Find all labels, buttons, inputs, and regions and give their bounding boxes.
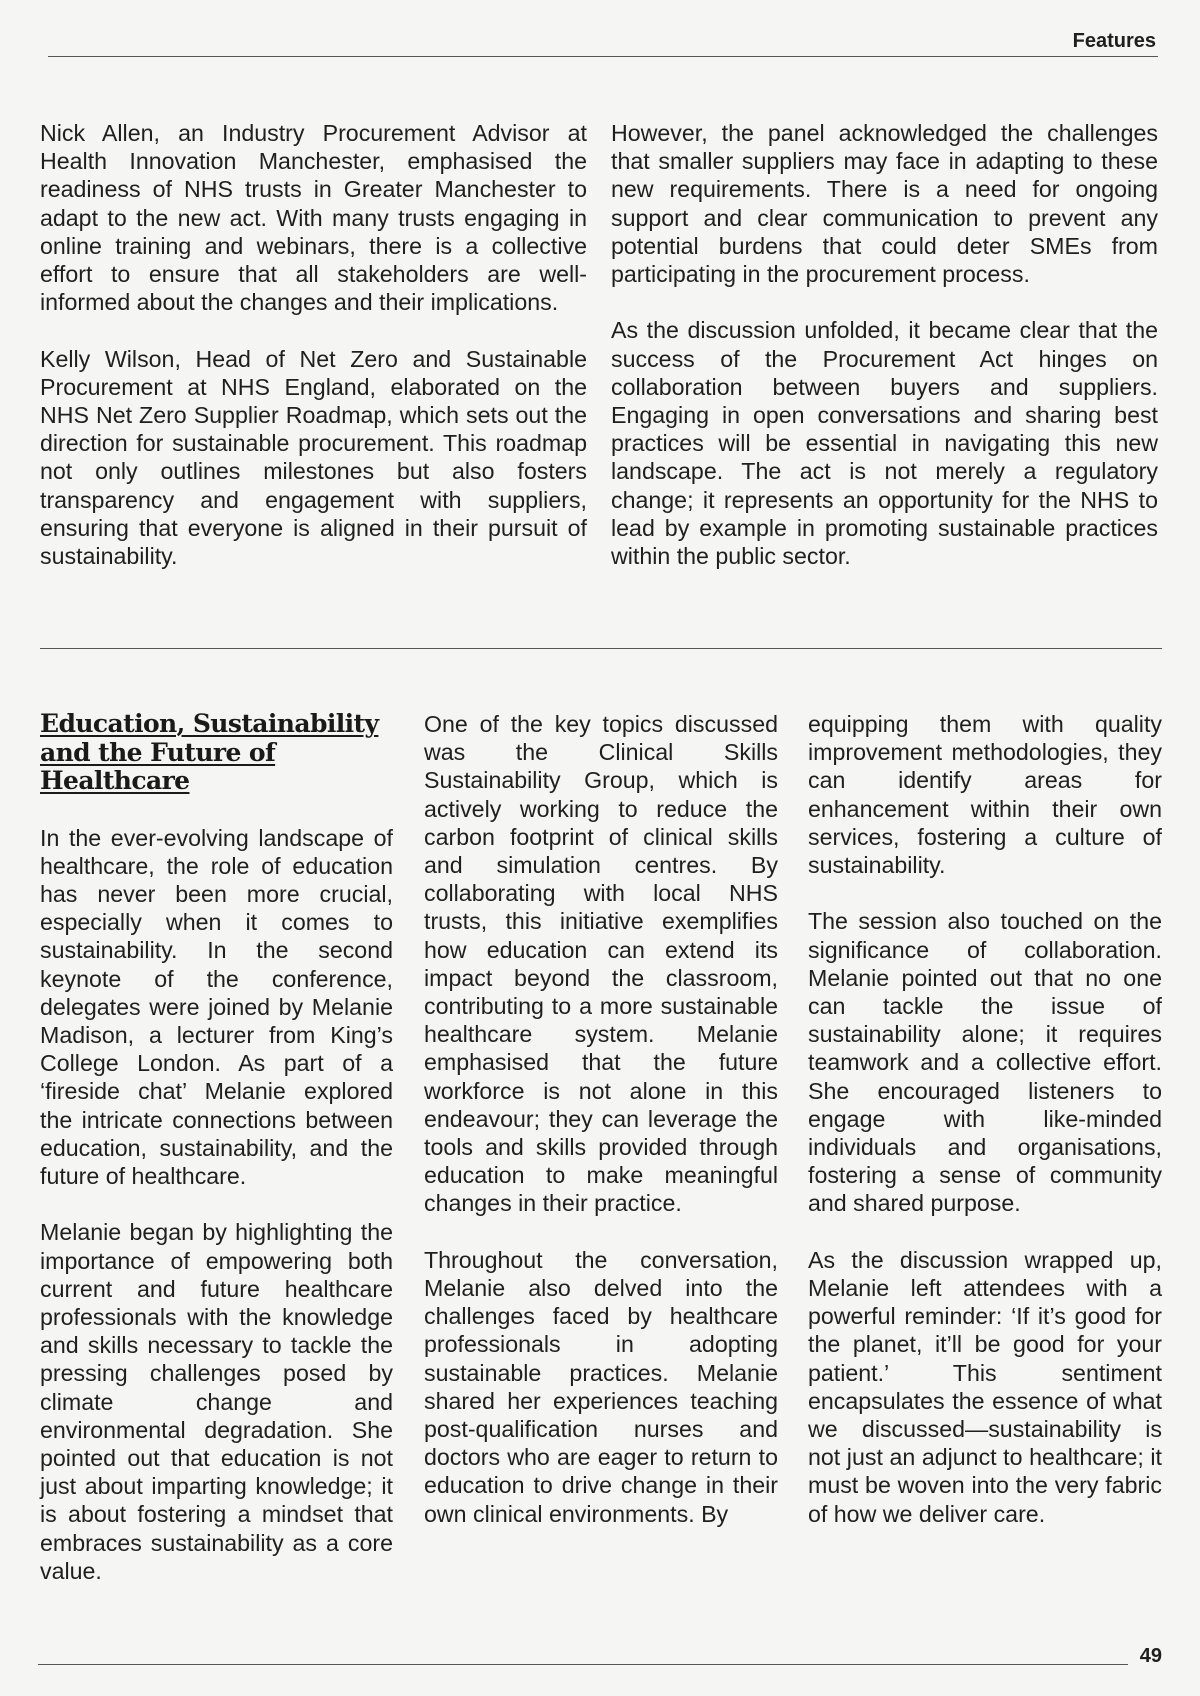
paragraph: In the ever-evolving landscape of healthcare, the role of education has never been more crucial, especially when it comes to sustainability. In the second keynote of the conference, delegates were joined by Melanie Madison, a lecturer from King’s College London. As part of a ‘fireside chat’ Melanie explored the intricate connections between education, sustainability, and the future of healthcare. bbox=[40, 824, 393, 1189]
top-right-column bbox=[611, 119, 1158, 570]
paragraph: The session also touched on the significance of collaboration. Melanie pointed out that no one can tackle the issue of sustainability alone; it requires teamwork and a collective effort. She encouraged listeners to engage with like-minded individuals and organisations, fostering a sense of community and shared purpose. bbox=[808, 908, 1162, 1217]
top-left-column bbox=[40, 119, 587, 570]
paragraph: equipping them with quality improvement methodologies, they can identify areas for enhancement within their own services, fostering a culture of sustainability. bbox=[808, 711, 1162, 879]
section-divider bbox=[40, 648, 1162, 649]
article-title: Education, Sustainability and the Future of Healthcare bbox=[40, 709, 379, 795]
article-column-1 bbox=[40, 710, 393, 1585]
paragraph: As the discussion unfolded, it became clear that the success of the Procurement Act hinges on collaboration between buyers and suppliers. Engaging in open conversations and sharing best practices will be essential in navigating this new landscape. The act is not merely a regulatory change; it represents an opportunity for the NHS to lead by example in promoting sustainable practices within the public sector. bbox=[611, 317, 1158, 570]
running-head-section-label: Features bbox=[1072, 30, 1156, 52]
article-column-3 bbox=[808, 710, 1162, 1528]
paragraph: One of the key topics discussed was the Clinical Skills Sustainability Group, which is actively working to reduce the carbon footprint of clinical skills and simulation centres. By collaborating with local NHS trusts, this initiative exemplifies how education can extend its impact beyond the classroom, contributing to a more sustainable healthcare system. Melanie emphasised that the future workforce is not alone in this endeavour; they can leverage the tools and skills provided through education to make meaningful changes in their practice. bbox=[424, 711, 778, 1217]
header-divider bbox=[48, 56, 1158, 57]
paragraph: However, the panel acknowledged the challenges that smaller suppliers may face in adapting to these new requirements. There is a need for ongoing support and clear communication to prevent any potential burdens that could deter SMEs from participating in the procurement process. bbox=[611, 120, 1158, 288]
article-column-2 bbox=[424, 710, 778, 1528]
footer-divider bbox=[38, 1664, 1128, 1665]
paragraph: Nick Allen, an Industry Procurement Advisor at Health Innovation Manchester, emphasised the readiness of NHS trusts in Greater Manchester to adapt to the new act. With many trusts engaging in online training and webinars, there is a collective effort to ensure that all stakeholders are well-informed about the changes and their implications. bbox=[40, 120, 587, 316]
paragraph: Kelly Wilson, Head of Net Zero and Sustainable Procurement at NHS England, elaborated on the NHS Net Zero Supplier Roadmap, which sets out the direction for sustainable procurement. This roadmap not only outlines milestones but also fosters transparency and engagement with suppliers, ensuring that everyone is aligned in their pursuit of sustainability. bbox=[40, 345, 587, 570]
paragraph: As the discussion wrapped up, Melanie left attendees with a powerful reminder: ‘If it’s good for the planet, it’ll be good for your patient.’ This sentiment encapsulates the essence of what we discussed—sustainability is not just an adjunct to healthcare; it must be woven into the very fabric of how we deliver care. bbox=[808, 1246, 1162, 1527]
page-number: 49 bbox=[1139, 1645, 1162, 1667]
paragraph: Throughout the conversation, Melanie also delved into the challenges faced by healthcare professionals in adopting sustainable practices. Melanie shared her experiences teaching post-qualification nurses and doctors who are eager to return to education to drive change in their own clinical environments. By bbox=[424, 1246, 778, 1527]
paragraph: Melanie began by highlighting the importance of empowering both current and future healthcare professionals with the knowledge and skills necessary to tackle the pressing challenges posed by climate change and environmental degradation. She pointed out that education is not just about imparting knowledge; it is about fostering a mindset that embraces sustainability as a core value. bbox=[40, 1219, 393, 1584]
